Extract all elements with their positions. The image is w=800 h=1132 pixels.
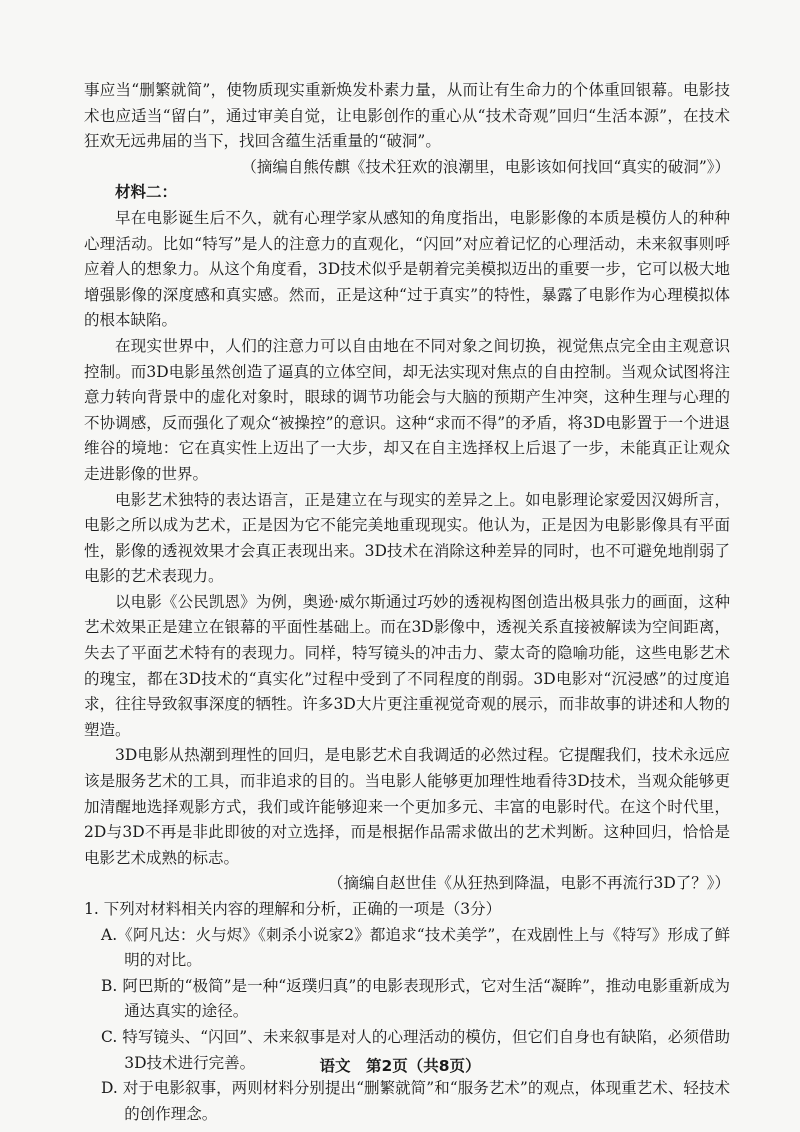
material2-paragraph: 早在电影诞生后不久，就有心理学家从感知的角度指出，电影影像的本质是模仿人的种种心理活动。比如“特写”是人的注意力的直观化，“闪回”对应着记忆的心理活动，未来叙事则呼应着人的想象力。从这个角度看，3D技术似乎是朝着完美模拟迈出的重要一步，它可以极大地增强影像的深度感和真实感。然而，正是这种“过于真实”的特性，暴露了电影作为心理模拟体的根本缺陷。 [84, 208, 730, 330]
option-b: B. 阿巴斯的“极简”是一种“返璞归真”的电影表现形式，它对生活“凝眸”，推动电影重新成为通达真实的途径。 [101, 976, 730, 1021]
source-citation-2: （摘编自赵世佳《从狂热到降温，电影不再流行3D了？》） [327, 874, 730, 893]
material2-paragraph: 在现实世界中，人们的注意力可以自由地在不同对象之间切换，视觉焦点完全由主观意识控制。而3D电影虽然创造了逼真的立体空间，却无法实现对焦点的自由控制。当观众试图将注意力转向背景中的虚化对象时，眼球的调节功能会与大脑的预期产生冲突，这种生理与心理的不协调感，反而强化了观众“被操控”的意识。这种“求而不得”的矛盾，将3D电影置于一个进退维谷的境地：它在真实性上迈出了一大步，却又在自主选择权上后退了一步，未能真正让观众走进影像的世界。 [84, 336, 730, 483]
option-a: A.《阿凡达：火与烬》《刺杀小说家2》都追求“技术美学”，在戏剧性上与《特写》形成了鲜明的对比。 [101, 925, 730, 970]
passage1-tail: 事应当“删繁就简”，使物质现实重新焕发朴素力量，从而让有生命力的个体重回银幕。电影技术也应适当“留白”，通过审美自觉，让电影创作的重心从“技术奇观”回归“生活本源”，在技术狂欢无远弗届的当下，找回含蕴生活重量的“破洞”。 [84, 81, 730, 151]
page-content [84, 78, 730, 1127]
option-c: C. 特写镜头、“闪回”、未来叙事是对人的心理活动的模仿，但它们自身也有缺陷，必须借助3D技术进行完善。 [101, 1027, 730, 1072]
material2-heading: 材料二： [115, 183, 178, 202]
question-stem: 1. 下列对材料相关内容的理解和分析，正确的一项是（3分） [84, 900, 502, 918]
material2-paragraph: 3D电影从热潮到理性的回归，是电影艺术自我调适的必然过程。它提醒我们，技术永远应该是服务艺术的工具，而非追求的目的。当电影人能够更加理性地看待3D技术，当观众能够更加清醒地选择观影方式，我们或许能够迎来一个更加多元、丰富的电影时代。在这个时代里，2D与3D不再是非此即彼的对立选择，而是根据作品需求做出的艺术判断。这种回归，恰恰是电影艺术成熟的标志。 [84, 746, 730, 867]
page-footer: 语文 第2页（共8页） [319, 1057, 481, 1075]
material2-paragraph: 电影艺术独特的表达语言，正是建立在与现实的差异之上。如电影理论家爱因汉姆所言，电影之所以成为艺术，正是因为它不能完美地重现现实。他认为，正是因为电影影像具有平面性，影像的透视效果才会真正表现出来。3D技术在消除这种差异的同时，也不可避免地削弱了电影的艺术表现力。 [84, 490, 730, 586]
material2-paragraph: 以电影《公民凯恩》为例，奥逊·威尔斯通过巧妙的透视构图创造出极具张力的画面，这种艺术效果正是建立在银幕的平面性基础上。而在3D影像中，透视关系直接被解读为空间距离，失去了平面艺术特有的表现力。同样，特写镜头的冲击力、蒙太奇的隐喻功能，这些电影艺术的瑰宝，都在3D技术的“真实化”过程中受到了不同程度的削弱。3D电影对“沉浸感”的过度追求，往往导致叙事深度的牺牲。许多3D大片更注重视觉奇观的展示，而非故事的讲述和人物的塑造。 [84, 592, 730, 739]
source-citation-1: （摘编自熊传麒《技术狂欢的浪潮里，电影该如何找回“真实的破洞”》） [241, 157, 730, 176]
option-d: D. 对于电影叙事，两则材料分别提出“删繁就简”和“服务艺术”的观点，体现重艺术、轻技术的创作理念。 [101, 1079, 730, 1123]
